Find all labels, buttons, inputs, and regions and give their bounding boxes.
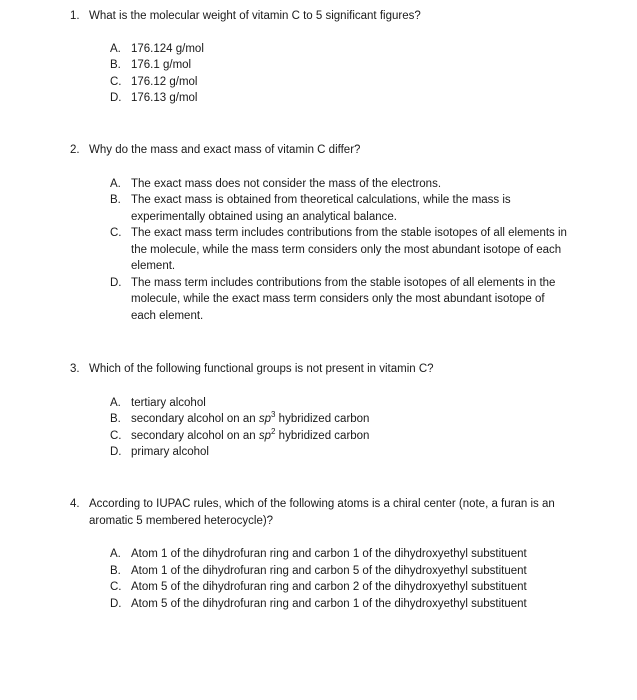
question-text: What is the molecular weight of vitamin C to 5 significant figures?	[89, 10, 421, 22]
question-number: 2.	[70, 144, 80, 156]
option-letter: C.	[110, 429, 122, 442]
option-text: Atom 1 of the dihydrofuran ring and carbon 5 of the dihydroxyethyl substituent	[131, 564, 527, 577]
option-text-suffix: hybridized carbon	[275, 429, 370, 442]
option-text: 176.12 g/mol	[131, 75, 198, 88]
option-text: The exact mass term includes contributions from the stable isotopes of all elements in the molecule, while the mass term considers only the most abundant isotope of each element.	[131, 227, 567, 272]
answer-option-d	[110, 444, 570, 461]
option-text: Atom 1 of the dihydrofuran ring and carbon 1 of the dihydroxyethyl substituent	[131, 548, 527, 560]
option-letter: A.	[110, 396, 121, 409]
answer-option-d	[110, 90, 570, 107]
answer-options	[70, 176, 570, 325]
question-2	[70, 142, 570, 324]
option-text	[131, 411, 570, 428]
option-letter: D.	[110, 446, 122, 458]
answer-options	[70, 546, 570, 612]
answer-option-c	[110, 225, 570, 275]
option-text: 176.1 g/mol	[131, 59, 192, 71]
question-stem	[70, 361, 570, 378]
question-stem	[70, 142, 570, 159]
option-text	[131, 428, 570, 445]
answer-option-d	[110, 275, 570, 325]
question-number: 1.	[70, 10, 80, 22]
answer-option-b	[110, 192, 570, 225]
option-letter: C.	[110, 581, 122, 593]
question-3	[70, 361, 570, 461]
orbital-superscript: 3	[271, 410, 276, 420]
answer-option-a	[110, 546, 570, 563]
answer-option-a	[110, 176, 570, 193]
answer-option-c	[110, 428, 570, 445]
option-text: primary alcohol	[131, 446, 209, 458]
question-number: 3.	[70, 363, 80, 375]
question-stem	[70, 8, 570, 25]
option-letter: A.	[110, 42, 121, 55]
orbital-superscript: 2	[271, 426, 276, 436]
answer-option-d	[110, 596, 570, 613]
option-text-prefix: secondary alcohol on an	[131, 429, 259, 442]
answer-option-a	[110, 41, 570, 58]
answer-option-a	[110, 395, 570, 412]
option-text: 176.124 g/mol	[131, 42, 204, 55]
answer-options	[70, 395, 570, 461]
option-letter: D.	[110, 597, 122, 610]
option-text: 176.13 g/mol	[131, 92, 198, 104]
question-text: According to IUPAC rules, which of the following atoms is a chiral center (note, a furan is an aromatic 5 membered heterocycle)?	[89, 498, 555, 527]
orbital-symbol: sp	[258, 429, 272, 442]
option-text: Atom 5 of the dihydrofuran ring and carbon 2 of the dihydroxyethyl substituent	[131, 581, 527, 593]
answer-option-b	[110, 411, 570, 428]
question-number: 4.	[70, 498, 80, 510]
option-letter: B.	[110, 59, 121, 71]
question-text: Why do the mass and exact mass of vitamin C differ?	[89, 144, 361, 156]
option-letter: C.	[110, 75, 122, 88]
answer-option-c	[110, 579, 570, 596]
option-letter: D.	[110, 92, 122, 104]
question-4	[70, 496, 570, 612]
answer-options	[70, 41, 570, 107]
question-1	[70, 8, 570, 107]
option-letter: B.	[110, 564, 121, 577]
option-letter: A.	[110, 177, 121, 190]
answer-option-b	[110, 57, 570, 74]
option-letter: B.	[110, 194, 121, 206]
question-stem	[70, 496, 570, 529]
option-text: tertiary alcohol	[131, 396, 206, 409]
option-text: The exact mass is obtained from theoretical calculations, while the mass is experimentally obtained using an analytical balance.	[131, 194, 511, 223]
option-letter: D.	[110, 276, 122, 289]
option-letter: B.	[110, 413, 121, 425]
orbital-symbol: sp	[258, 413, 272, 425]
answer-option-c	[110, 74, 570, 91]
option-text: Atom 5 of the dihydrofuran ring and carbon 1 of the dihydroxyethyl substituent	[131, 597, 527, 610]
option-text: The exact mass does not consider the mass of the electrons.	[131, 177, 442, 190]
option-letter: A.	[110, 548, 121, 560]
option-text-prefix: secondary alcohol on an	[131, 413, 259, 425]
option-text-suffix: hybridized carbon	[275, 413, 370, 425]
question-text: Which of the following functional groups is not present in vitamin C?	[89, 363, 434, 375]
answer-option-b	[110, 563, 570, 580]
option-text: The mass term includes contributions from the stable isotopes of all elements in the molecule, while the exact mass term considers only the most abundant isotope of each element.	[131, 276, 556, 322]
option-letter: C.	[110, 227, 122, 239]
